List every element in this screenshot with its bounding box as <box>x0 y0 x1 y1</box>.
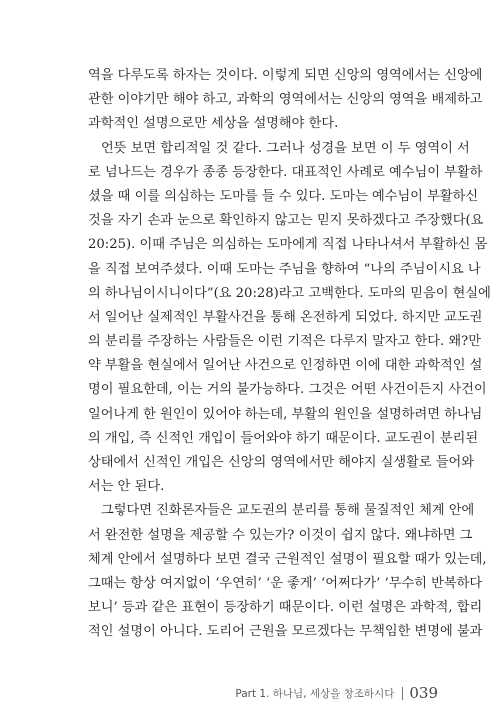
footer-divider <box>402 687 403 700</box>
text-line: 관한 이야기만 해야 하고, 과학의 영역에서는 신앙의 영역을 배제하고 <box>88 92 483 108</box>
text-line: 그때는 항상 여지없이 ‘우연히’ ‘운 좋게’ ‘어쩌다가’ ‘무수히 반복하다 <box>88 575 483 591</box>
text-line: 서는 안 된다. <box>88 479 165 495</box>
text-line: 서 일어난 실제적인 부활사건을 통해 온전하게 되었다. 하지만 교도권 <box>88 309 483 325</box>
page-number: 039 <box>409 684 438 702</box>
paragraph-first-line: 그렇다면 진화론자들은 교도권의 분리를 통해 물질적인 체계 안에 <box>101 503 475 519</box>
text-line: 역을 다루도록 하자는 것이다. 이렇게 되면 신앙의 영역에서는 신앙에 <box>88 68 483 83</box>
text-line: 로 넘나드는 경우가 종종 등장한다. 대표적인 사례로 예수님이 부활하 <box>88 164 483 180</box>
paragraph-first-line: 언뜻 보면 합리적일 것 같다. 그러나 성경을 보면 이 두 영역이 서 <box>101 140 470 156</box>
text-line: 상태에서 신적인 개입은 신앙의 영역에서만 해야지 실생활로 들어와 <box>88 455 475 470</box>
text-line: 의 개입, 즉 신적인 개입이 들어와야 하기 때문이다. 교도권이 분리된 <box>88 430 479 446</box>
text-line: 보니’ 등과 같은 표현이 등장하기 때문이다. 이런 설명은 과학적, 합리 <box>88 600 483 616</box>
text-line: 을 직접 보여주셨다. 이때 도마는 주님을 향하여 “나의 주님이시요 나 <box>88 261 481 277</box>
running-head: Part 1. 하나님, 세상을 창조하시다 <box>235 687 395 700</box>
body-text <box>88 64 491 645</box>
text-line: 20:25). 이때 주님은 의심하는 도마에게 직접 나타나셔서 부활하신 몸 <box>88 237 488 253</box>
text-line: 과학적인 설명으로만 세상을 설명해야 한다. <box>88 116 339 132</box>
text-line: 체계 안에서 설명하다 보면 결국 근원적인 설명이 필요할 때가 있는데, <box>88 551 487 567</box>
text-line: 것을 자기 손과 눈으로 확인하지 않고는 믿지 못하겠다고 주장했다(요 <box>88 213 484 229</box>
page-footer <box>235 684 438 702</box>
text-line: 셨을 때 이를 의심하는 도마를 들 수 있다. 도마는 예수님이 부활하신 <box>88 188 479 204</box>
text-line: 명이 필요한데, 이는 거의 불가능하다. 그것은 어떤 사건이든지 사건이 <box>88 382 487 398</box>
text-line: 약 부활을 현실에서 일어난 사건으로 인정하면 이에 대한 과학적인 설 <box>88 358 483 374</box>
text-line: 서 완전한 설명을 제공할 수 있는가? 이것이 쉽지 않다. 왜냐하면 그 <box>88 527 473 543</box>
text-line: 일어나게 한 원인이 있어야 하는데, 부활의 원인을 설명하려면 하나님 <box>88 406 483 422</box>
text-line: 적인 설명이 아니다. 도리어 근원을 모르겠다는 무책임한 변명에 불과 <box>88 624 483 640</box>
text-line: 의 분리를 주장하는 사람들은 이런 기적은 다루지 말자고 한다. 왜?만 <box>88 334 481 350</box>
text-line: 의 하나님이시니이다”(요 20:28)라고 고백한다. 도마의 믿음이 현실에 <box>88 285 491 301</box>
